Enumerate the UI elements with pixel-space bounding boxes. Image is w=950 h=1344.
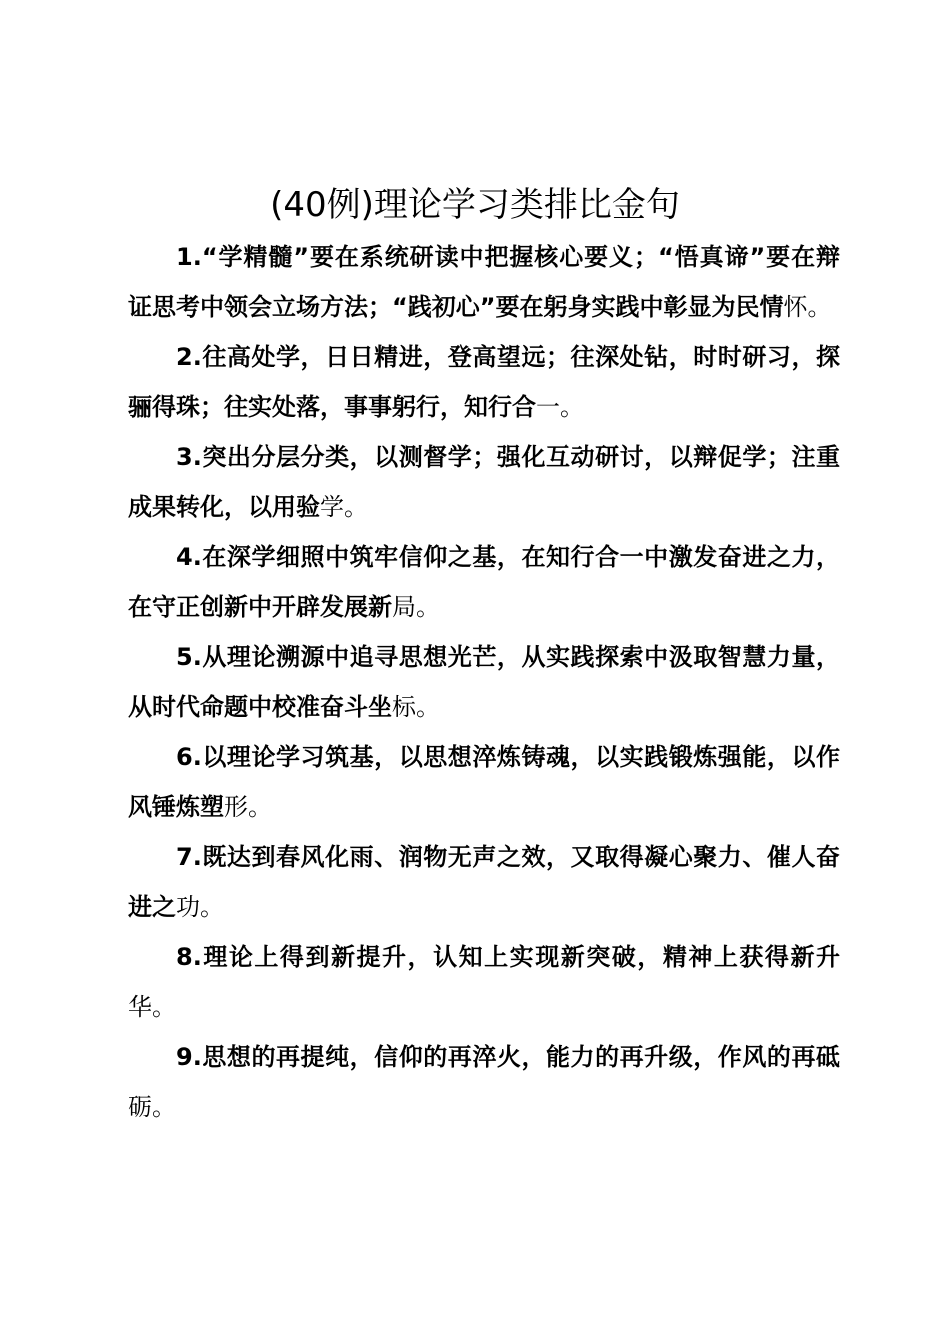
paragraph-8 <box>128 932 840 1032</box>
paragraph-2 <box>128 332 840 432</box>
paragraph-tail: 华。 <box>128 993 176 1021</box>
paragraph-text: 6.以理论学习筑基，以思想淬炼铸魂，以实践锻炼强能，以作风锤炼塑 <box>128 743 840 821</box>
paragraph-6 <box>128 732 840 832</box>
paragraph-text: 1.“学精髓”要在系统研读中把握核心要义；“悟真谛”要在辩证思考中领会立场方法；“践初心”要在躬身实践中彰显为民情 <box>128 243 840 321</box>
paragraph-4 <box>128 532 840 632</box>
paragraph-tail: 局。 <box>392 593 440 621</box>
paragraph-9 <box>128 1032 840 1132</box>
paragraph-tail: 怀。 <box>783 293 832 321</box>
paragraph-text: 7.既达到春风化雨、润物无声之效，又取得凝心聚力、催人奋进之 <box>128 843 840 921</box>
document-body <box>128 232 840 1132</box>
paragraph-3 <box>128 432 840 532</box>
paragraph-text: 5.从理论溯源中追寻思想光芒，从实践探索中汲取智慧力量，从时代命题中校准奋斗坐 <box>128 643 840 721</box>
paragraph-text: 4.在深学细照中筑牢信仰之基，在知行合一中激发奋进之力，在守正创新中开辟发展新 <box>128 543 840 621</box>
paragraph-5 <box>128 632 840 732</box>
paragraph-tail: 形。 <box>224 793 272 821</box>
paragraph-text: 8.理论上得到新提升，认知上实现新突破，精神上获得新升 <box>176 943 840 971</box>
paragraph-tail: 砺。 <box>128 1093 176 1121</box>
paragraph-tail: 功。 <box>176 893 224 921</box>
paragraph-tail: 一。 <box>536 393 584 421</box>
paragraph-tail: 学。 <box>320 493 368 521</box>
paragraph-7 <box>128 832 840 932</box>
document-title: (40例)理论学习类排比金句 <box>270 185 680 225</box>
paragraph-text: 2.往高处学，日日精进，登高望远；往深处钻，时时研习，探骊得珠；往实处落，事事躬行，知行合 <box>128 343 840 421</box>
paragraph-text: 9.思想的再提纯，信仰的再淬火，能力的再升级，作风的再砥 <box>176 1043 840 1071</box>
paragraph-1 <box>128 232 840 332</box>
paragraph-text: 3.突出分层分类，以测督学；强化互动研讨，以辩促学；注重成果转化，以用验 <box>128 443 840 521</box>
paragraph-tail: 标。 <box>392 693 440 721</box>
